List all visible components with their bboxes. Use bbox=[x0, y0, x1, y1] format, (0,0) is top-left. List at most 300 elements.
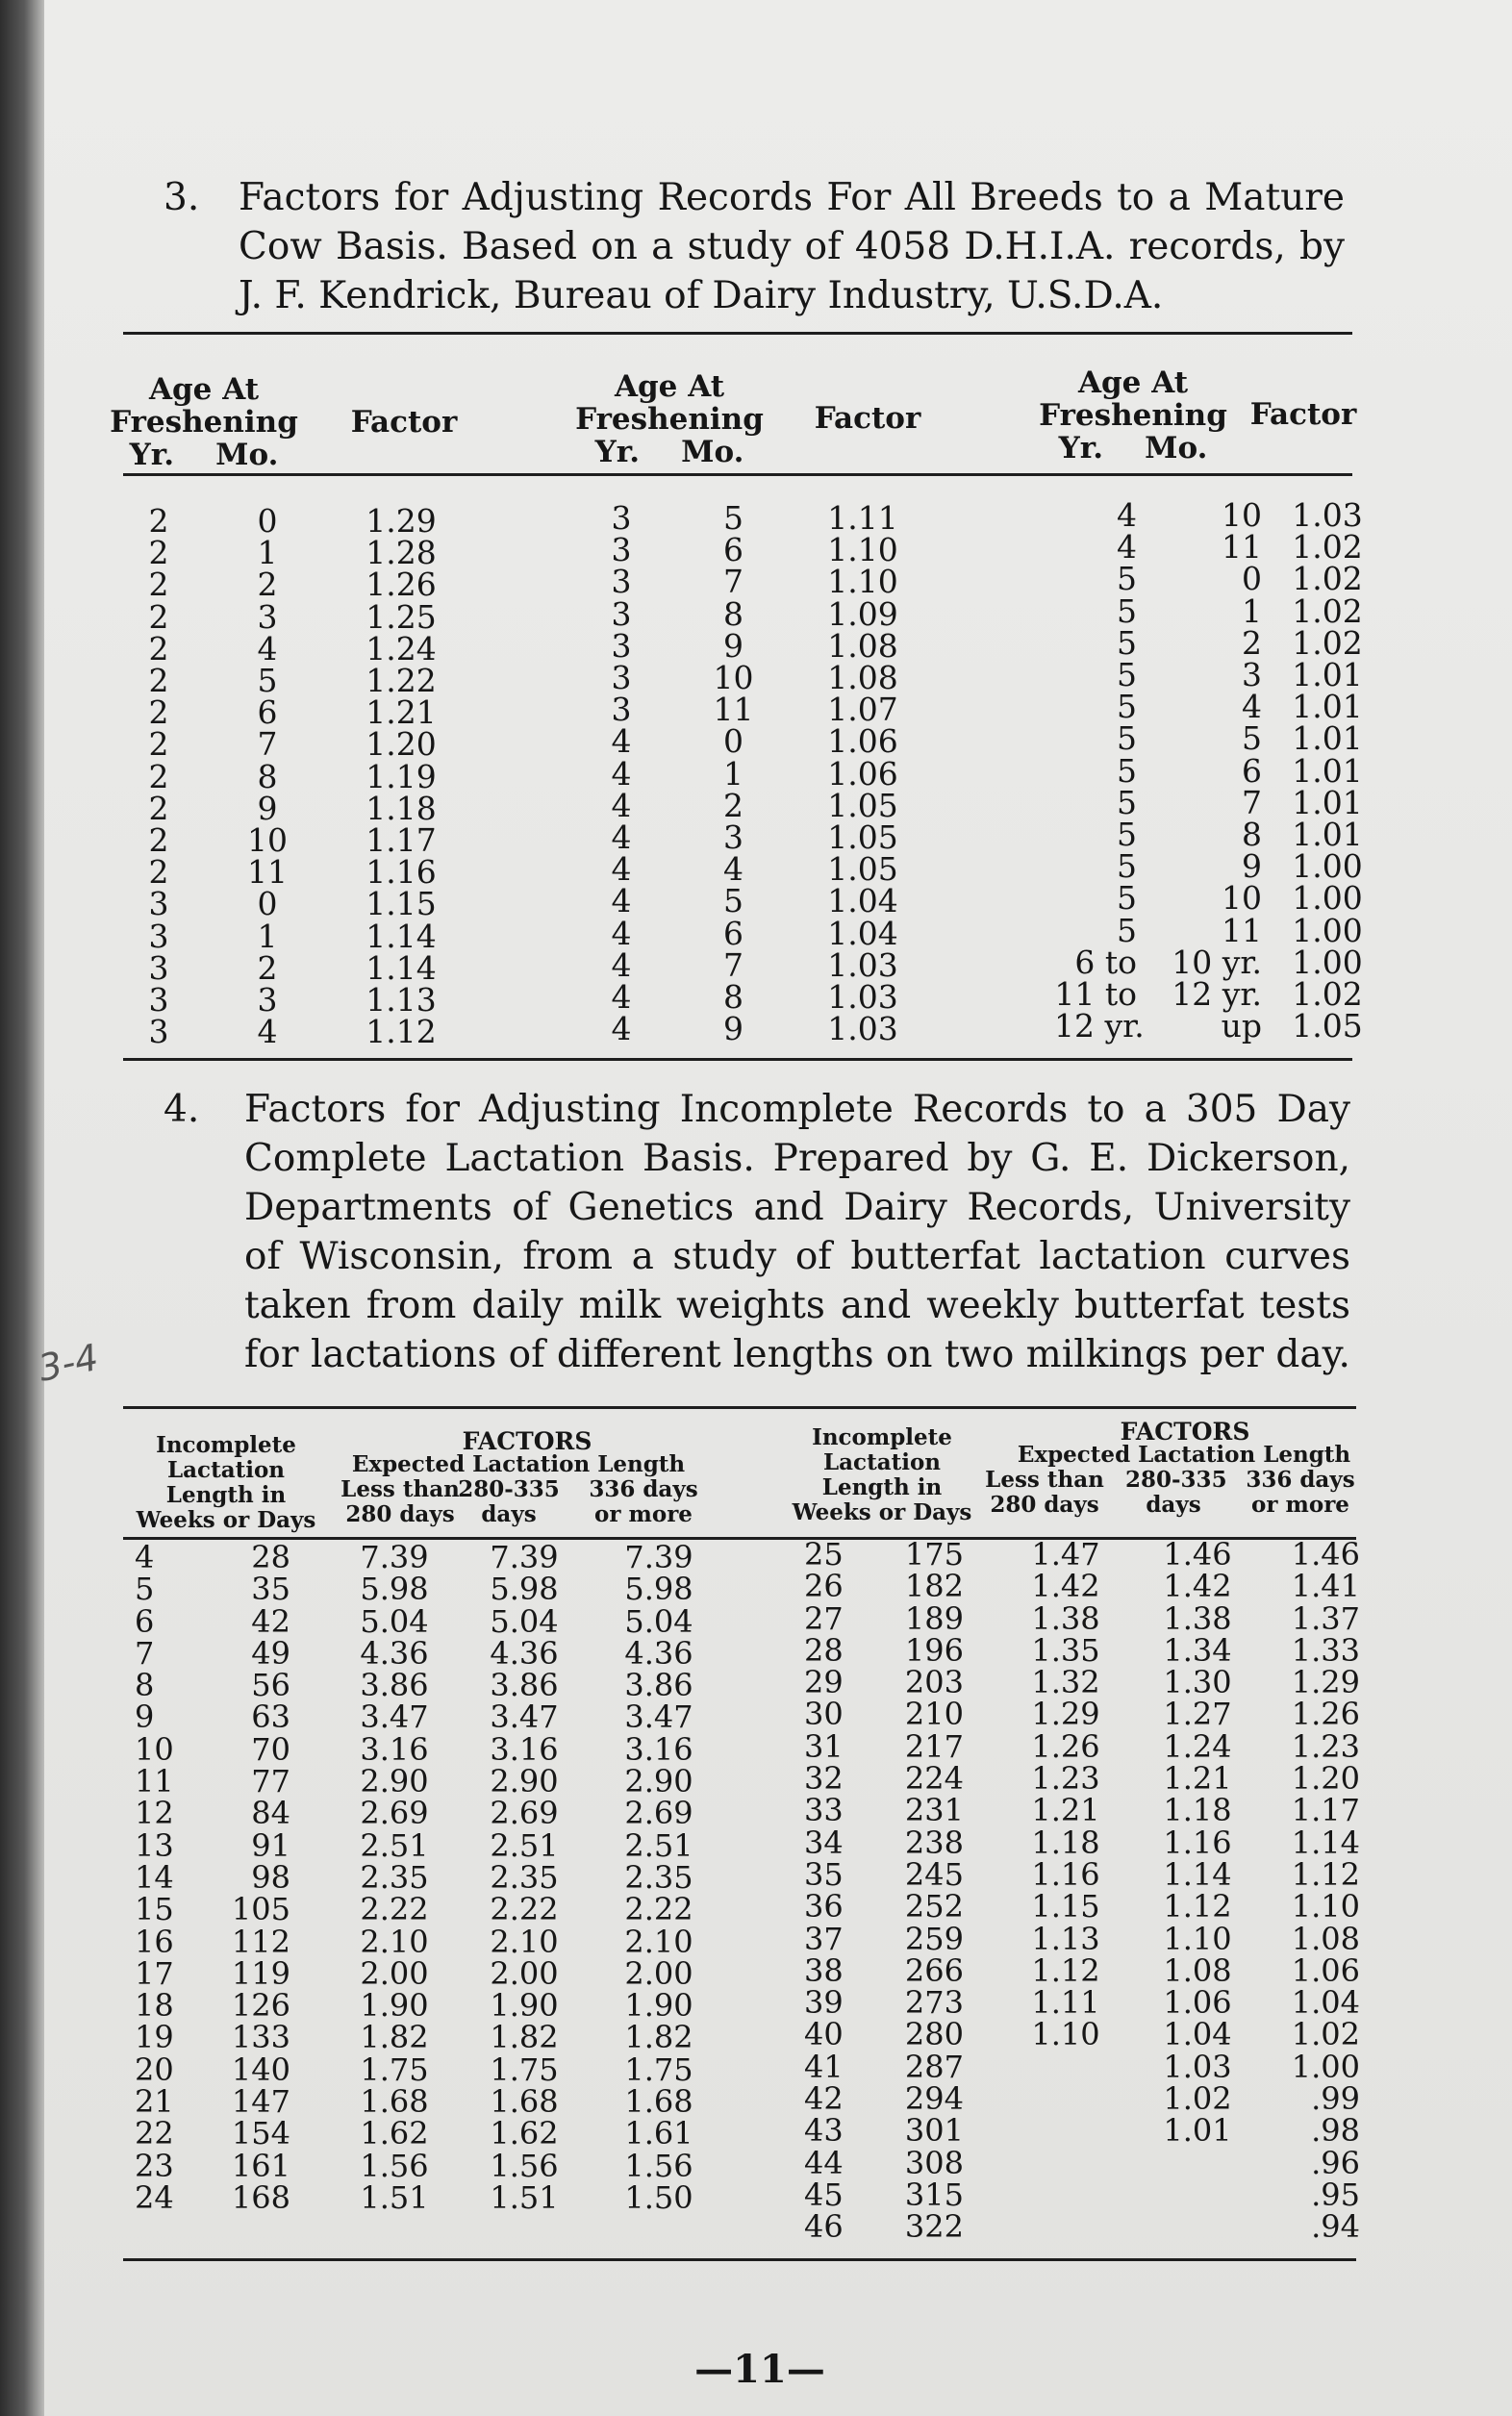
table-3-bottom-rule bbox=[123, 1058, 1352, 1061]
t4-right-days-cell: 217 bbox=[904, 1727, 964, 1765]
t4-left-ge336-cell: 2.10 bbox=[624, 1923, 693, 1960]
section-4-title: Factors for Adjusting Incomplete Records to a 305 Day Complete Lactation Basis. Prepared by G. E. Dickerson, Departments of Genetics and Dairy Records, University of Wisconsin, from a study of butterfat lactation curves taken from daily milk weights and weekly butterfat tests for lactations of different lengths on two milkings per day. bbox=[244, 1088, 1350, 1376]
t3-g2-yr-cell: 3 bbox=[611, 626, 632, 665]
t3-g3-mo-cell: 11 bbox=[1222, 528, 1262, 566]
t4-right-days-cell: 210 bbox=[904, 1696, 964, 1733]
t4-left-days-cell: 112 bbox=[231, 1923, 290, 1960]
t4-right-ge336-cell: .95 bbox=[1311, 2176, 1360, 2213]
t3-g3-yr-cell: 5 bbox=[1117, 719, 1137, 758]
t3-g2-factor-header: Factor bbox=[814, 401, 921, 436]
t3-g3-factor-cell: 1.02 bbox=[1292, 528, 1363, 566]
table-3-top-rule bbox=[123, 332, 1352, 335]
t4-right-days-cell: 182 bbox=[904, 1568, 964, 1605]
t3-g3-mo-cell: 11 bbox=[1222, 911, 1262, 949]
t4-right-lt280-cell: 1.29 bbox=[1031, 1696, 1100, 1733]
t4-right-days-cell: 196 bbox=[904, 1631, 964, 1669]
t4-left-days-cell: 28 bbox=[251, 1539, 290, 1575]
t4-right-ge336-cell: 1.46 bbox=[1291, 1536, 1360, 1573]
t3-g1-yr-cell: 2 bbox=[148, 853, 169, 892]
t4-left-lt280-cell: 2.35 bbox=[360, 1858, 429, 1896]
t4-right-lt280-column bbox=[1022, 1536, 1109, 2244]
t3-g1-factor-cell: 1.24 bbox=[365, 629, 437, 667]
t3-g1-factor-cell: 1.28 bbox=[365, 534, 437, 572]
t4-left-days-cell: 168 bbox=[231, 2178, 290, 2216]
t4-left-ge336-cell: 5.98 bbox=[624, 1571, 693, 1608]
t4-left-weeks-cell: 23 bbox=[135, 2147, 174, 2184]
t3-g2-factor-cell: 1.08 bbox=[827, 626, 898, 665]
t3-g2-yr-cell: 3 bbox=[611, 499, 632, 537]
t4-right-range-cell: 1.38 bbox=[1163, 1599, 1232, 1637]
t4-right-lt280-cell: 1.42 bbox=[1031, 1568, 1100, 1605]
t4-left-days-cell: 119 bbox=[231, 1954, 290, 1992]
t4-right-range-cell bbox=[1154, 2148, 1241, 2179]
t4-right-weeks-cell: 32 bbox=[804, 1760, 844, 1798]
t3-g3-yr-cell: 5 bbox=[1117, 911, 1137, 949]
t4-right-ge336-cell: 1.02 bbox=[1291, 2016, 1360, 2053]
t4-left-ge336-cell: 2.00 bbox=[624, 1954, 693, 1992]
t4-right-days-cell: 322 bbox=[904, 2208, 964, 2246]
t4-left-lt280-cell: 2.10 bbox=[360, 1923, 429, 1960]
t4-left-ge336-cell: 1.50 bbox=[624, 2178, 693, 2216]
t3-g2-mo-cell: 8 bbox=[723, 978, 743, 1017]
t4-right-weeks-cell: 38 bbox=[804, 1951, 844, 1989]
t4-left-weeks-cell: 12 bbox=[135, 1795, 174, 1832]
t3-g3-factor-header: Factor bbox=[1249, 397, 1357, 432]
t3-g3-factor-cell: 1.00 bbox=[1292, 911, 1363, 949]
t4-left-weeks-cell: 8 bbox=[135, 1667, 155, 1704]
t3-g1-factor-cell: 1.13 bbox=[365, 981, 437, 1019]
t3-g2-factor-cell: 1.03 bbox=[827, 1010, 898, 1048]
t4-right-days-column bbox=[885, 1536, 964, 2246]
t3-g2-yr-column bbox=[597, 499, 645, 1048]
t3-g3-yr-cell: 4 bbox=[1117, 528, 1137, 566]
t4-right-weeks-cell: 39 bbox=[804, 1984, 844, 2022]
t4-left-weeks-cell: 15 bbox=[135, 1891, 174, 1928]
t4-left-range-cell: 3.86 bbox=[490, 1667, 559, 1704]
t4-left-lt280-cell: 7.39 bbox=[360, 1539, 429, 1575]
t4-right-days-cell: 308 bbox=[904, 2144, 964, 2181]
margin-annotation: 3-4 bbox=[35, 1336, 102, 1390]
t3-g1-yr-cell: 2 bbox=[148, 821, 169, 860]
t4-left-lt280-cell: 1.90 bbox=[360, 1987, 429, 2025]
t3-g2-factor-cell: 1.09 bbox=[827, 594, 898, 633]
t3-g3-factor-cell: 1.03 bbox=[1292, 496, 1363, 534]
t3-g2-factor-cell: 1.06 bbox=[827, 754, 898, 793]
t4-right-range-cell: 1.18 bbox=[1163, 1792, 1232, 1829]
t3-g3-mo-cell: 7 bbox=[1242, 783, 1262, 821]
t4-right-ge336-cell: 1.26 bbox=[1291, 1696, 1360, 1733]
t4-left-lt280-cell: 2.90 bbox=[360, 1763, 429, 1800]
t3-g1-mo-cell: 7 bbox=[257, 725, 278, 764]
t3-g2-yr-cell: 3 bbox=[611, 659, 632, 697]
t3-g2-mo-cell: 7 bbox=[723, 945, 743, 984]
t4-left-days-cell: 77 bbox=[251, 1763, 290, 1800]
t3-g3-factor-cell: 1.01 bbox=[1292, 751, 1363, 790]
t4-left-ge336-cell: 2.90 bbox=[624, 1763, 693, 1800]
t3-g2-yr-cell: 4 bbox=[611, 722, 632, 761]
t3-g3-factor-cell: 1.01 bbox=[1292, 719, 1363, 758]
t3-g3-factor-cell: 1.01 bbox=[1292, 656, 1363, 694]
t4-right-days-cell: 245 bbox=[904, 1855, 964, 1893]
t4-right-days-cell: 287 bbox=[904, 2048, 964, 2085]
t4-left-lt280-cell: 1.75 bbox=[360, 2051, 429, 2088]
section-3-number: 3. bbox=[164, 176, 200, 219]
t4-right-ge336-cell: .99 bbox=[1311, 2080, 1360, 2118]
t3-g1-factor-cell: 1.12 bbox=[365, 1013, 437, 1051]
t4-left-weeks-cell: 6 bbox=[135, 1602, 155, 1640]
t3-g2-factor-cell: 1.08 bbox=[827, 659, 898, 697]
t3-g3-yr-cell: 12 yr. bbox=[1054, 1007, 1145, 1045]
t4-right-lt280-cell bbox=[1022, 2179, 1109, 2211]
t3-g3-mo-cell: 8 bbox=[1242, 816, 1262, 854]
t4-left-ge336-column bbox=[616, 1539, 702, 2216]
t4-right-range-cell: 1.42 bbox=[1163, 1568, 1232, 1605]
t4-left-days-cell: 35 bbox=[251, 1571, 290, 1608]
t3-g2-yr-cell: 4 bbox=[611, 1010, 632, 1048]
t3-g1-mo-cell: 9 bbox=[257, 789, 278, 827]
t4-right-weeks-cell: 34 bbox=[804, 1824, 844, 1861]
t4-left-weeks-cell: 5 bbox=[135, 1571, 155, 1608]
t3-g3-yr-cell: 5 bbox=[1117, 816, 1137, 854]
t3-g3-yr-column bbox=[1054, 496, 1145, 1045]
t3-g3-yr-cell: 5 bbox=[1117, 847, 1137, 886]
t4-left-ge336-cell: 7.39 bbox=[624, 1539, 693, 1575]
t3-g2-factor-cell: 1.04 bbox=[827, 914, 898, 952]
t4-left-days-cell: 105 bbox=[231, 1891, 290, 1928]
t3-g1-yr-cell: 2 bbox=[148, 566, 169, 604]
t4-right-range-cell: 1.34 bbox=[1163, 1631, 1232, 1669]
t3-g3-yr-cell: 6 to bbox=[1074, 943, 1137, 981]
t3-g1-mo-cell: 3 bbox=[257, 981, 278, 1019]
t4-right-ge336-cell: 1.23 bbox=[1291, 1727, 1360, 1765]
t4-right-range-cell bbox=[1154, 2179, 1241, 2211]
t4-left-range-cell: 5.04 bbox=[490, 1602, 559, 1640]
t4-right-factors-header: FACTORS bbox=[1120, 1418, 1250, 1446]
t4-left-days-cell: 56 bbox=[251, 1667, 290, 1704]
t3-g2-factor-cell: 1.07 bbox=[827, 691, 898, 729]
t3-g3-mo-column bbox=[1143, 496, 1262, 1045]
t3-g3-mo-cell: up bbox=[1221, 1007, 1262, 1045]
page-number: —11— bbox=[694, 2347, 825, 2392]
t3-g3-mo-cell: 2 bbox=[1242, 623, 1262, 662]
t4-left-lt280-cell: 1.62 bbox=[360, 2115, 429, 2152]
table-4-top-rule bbox=[123, 1406, 1356, 1409]
t4-left-range-header: 280-335 days bbox=[458, 1476, 560, 1527]
t4-left-ge336-cell: 5.04 bbox=[624, 1602, 693, 1640]
t4-left-days-cell: 147 bbox=[231, 2083, 290, 2121]
t4-left-weeks-cell: 4 bbox=[135, 1539, 155, 1575]
t4-right-lt280-cell: 1.15 bbox=[1031, 1888, 1100, 1925]
t4-left-lt280-cell: 5.04 bbox=[360, 1602, 429, 1640]
t3-g1-factor-cell: 1.20 bbox=[365, 725, 437, 764]
t3-g3-yr-cell: 5 bbox=[1117, 879, 1137, 918]
t4-right-range-cell: 1.14 bbox=[1163, 1855, 1232, 1893]
t4-left-ge336-header: 336 days or more bbox=[589, 1476, 698, 1527]
t3-g3-yr-cell: 4 bbox=[1117, 496, 1137, 534]
t3-g2-factor-cell: 1.10 bbox=[827, 563, 898, 601]
t3-g2-yr-cell: 4 bbox=[611, 914, 632, 952]
t3-g1-factor-cell: 1.21 bbox=[365, 693, 437, 732]
t4-left-range-cell: 7.39 bbox=[490, 1539, 559, 1575]
t3-g1-mo-cell: 8 bbox=[257, 757, 278, 795]
t3-g1-factor-cell: 1.16 bbox=[365, 853, 437, 892]
t4-right-lt280-cell bbox=[1022, 2115, 1109, 2147]
t4-left-ge336-cell: 4.36 bbox=[624, 1634, 693, 1672]
t4-left-range-cell: 1.68 bbox=[490, 2083, 559, 2121]
t4-left-range-cell: 2.22 bbox=[490, 1891, 559, 1928]
t3-g2-factor-cell: 1.10 bbox=[827, 531, 898, 569]
t4-right-ge336-cell: 1.20 bbox=[1291, 1760, 1360, 1798]
t4-left-weeks-cell: 9 bbox=[135, 1699, 155, 1736]
t3-g1-yr-cell: 2 bbox=[148, 725, 169, 764]
t3-g2-yr-cell: 4 bbox=[611, 850, 632, 889]
t3-g2-yr-cell: 3 bbox=[611, 531, 632, 569]
t4-left-days-cell: 126 bbox=[231, 1987, 290, 2025]
t4-right-range-cell: 1.30 bbox=[1163, 1664, 1232, 1701]
t4-left-days-cell: 98 bbox=[251, 1858, 290, 1896]
t3-g2-yr-cell: 4 bbox=[611, 818, 632, 857]
t4-right-weeks-cell: 45 bbox=[804, 2176, 844, 2213]
t3-g1-mo-cell: 1 bbox=[257, 917, 278, 955]
t3-g1-mo-cell: 2 bbox=[257, 566, 278, 604]
t4-left-ge336-cell: 1.90 bbox=[624, 1987, 693, 2025]
t4-right-range-cell: 1.08 bbox=[1163, 1951, 1232, 1989]
t3-g1-factor-cell: 1.14 bbox=[365, 948, 437, 987]
t4-right-range-cell: 1.16 bbox=[1163, 1824, 1232, 1861]
t4-right-lt280-cell bbox=[1022, 2148, 1109, 2179]
t3-g3-factor-cell: 1.02 bbox=[1292, 591, 1363, 630]
t4-right-range-cell bbox=[1154, 2211, 1241, 2243]
t3-g1-factor-cell: 1.17 bbox=[365, 821, 437, 860]
t3-g1-yr-column bbox=[135, 502, 183, 1051]
t3-g2-mo-cell: 0 bbox=[723, 722, 743, 761]
t4-right-range-cell: 1.10 bbox=[1163, 1920, 1232, 1957]
t4-right-expected-header: Expected Lactation Length bbox=[1017, 1442, 1351, 1468]
t4-right-days-cell: 231 bbox=[904, 1792, 964, 1829]
t3-g3-mo-cell: 5 bbox=[1242, 719, 1262, 758]
t3-g2-mo-cell: 3 bbox=[723, 818, 743, 857]
t4-right-weeks-cell: 41 bbox=[804, 2048, 844, 2085]
t3-g1-mo-cell: 6 bbox=[257, 693, 278, 732]
t4-right-lt280-cell: 1.32 bbox=[1031, 1664, 1100, 1701]
t3-g2-factor-cell: 1.03 bbox=[827, 945, 898, 984]
t4-right-lt280-cell: 1.35 bbox=[1031, 1631, 1100, 1669]
t4-left-lt280-cell: 4.36 bbox=[360, 1634, 429, 1672]
t3-g1-factor-cell: 1.15 bbox=[365, 885, 437, 923]
t4-left-weeks-cell: 14 bbox=[135, 1858, 174, 1896]
t4-left-range-cell: 2.10 bbox=[490, 1923, 559, 1960]
t3-g2-mo-cell: 2 bbox=[723, 786, 743, 824]
t4-right-ge336-cell: .94 bbox=[1311, 2208, 1360, 2246]
t4-right-weeks-cell: 35 bbox=[804, 1855, 844, 1893]
t4-left-ge336-cell: 3.47 bbox=[624, 1699, 693, 1736]
t4-right-weeks-cell: 40 bbox=[804, 2016, 844, 2053]
t3-g1-yr-cell: 3 bbox=[148, 917, 169, 955]
t3-g2-factor-cell: 1.06 bbox=[827, 722, 898, 761]
t3-g1-mo-cell: 4 bbox=[257, 629, 278, 667]
t4-right-weeks-cell: 33 bbox=[804, 1792, 844, 1829]
t4-left-range-column bbox=[481, 1539, 567, 2216]
t4-right-weeks-cell: 37 bbox=[804, 1920, 844, 1957]
t4-left-lt280-cell: 3.47 bbox=[360, 1699, 429, 1736]
t4-right-days-cell: 273 bbox=[904, 1984, 964, 2022]
t3-g1-mo-cell: 5 bbox=[257, 662, 278, 700]
t4-right-ge336-cell: .96 bbox=[1311, 2144, 1360, 2181]
t3-g3-mo-cell: 0 bbox=[1242, 560, 1262, 598]
t4-right-weeks-cell: 25 bbox=[804, 1536, 844, 1573]
t4-right-weeks-cell: 30 bbox=[804, 1696, 844, 1733]
t4-right-length-header: Incomplete Lactation Length in Weeks or Days bbox=[792, 1424, 972, 1525]
t4-right-days-cell: 203 bbox=[904, 1664, 964, 1701]
t4-left-weeks-column bbox=[135, 1539, 192, 2216]
t3-g3-factor-cell: 1.02 bbox=[1292, 975, 1363, 1014]
t4-left-weeks-cell: 16 bbox=[135, 1923, 174, 1960]
t4-left-lt280-cell: 2.00 bbox=[360, 1954, 429, 1992]
section-3-title: Factors for Adjusting Records For All Breeds to a Mature Cow Basis. Based on a study of 4058 D.H.I.A. records, by J. F. Kendrick, Bureau of Dairy Industry, U.S.D.A. bbox=[239, 176, 1345, 317]
t4-left-ge336-cell: 2.69 bbox=[624, 1795, 693, 1832]
t4-left-days-cell: 161 bbox=[231, 2147, 290, 2184]
t3-g1-yr-cell: 3 bbox=[148, 1013, 169, 1051]
t3-g1-factor-cell: 1.25 bbox=[365, 597, 437, 636]
t3-g1-factor-cell: 1.22 bbox=[365, 662, 437, 700]
t3-g2-mo-cell: 5 bbox=[723, 882, 743, 920]
t4-left-ge336-cell: 1.82 bbox=[624, 2019, 693, 2056]
t3-g1-yr-cell: 3 bbox=[148, 981, 169, 1019]
t4-left-range-cell: 3.47 bbox=[490, 1699, 559, 1736]
t4-right-lt280-cell: 1.18 bbox=[1031, 1824, 1100, 1861]
t4-right-ge336-column bbox=[1273, 1536, 1360, 2246]
t4-left-range-cell: 1.75 bbox=[490, 2051, 559, 2088]
t3-g3-mo-cell: 10 bbox=[1222, 879, 1262, 918]
t4-left-ge336-cell: 3.86 bbox=[624, 1667, 693, 1704]
t3-g3-mo-cell: 12 yr. bbox=[1172, 975, 1262, 1014]
t4-right-weeks-cell: 36 bbox=[804, 1888, 844, 1925]
t4-left-weeks-cell: 7 bbox=[135, 1634, 155, 1672]
t4-right-range-column bbox=[1154, 1536, 1241, 2244]
t4-right-range-cell: 1.24 bbox=[1163, 1727, 1232, 1765]
t3-g3-mo-cell: 10 yr. bbox=[1172, 943, 1262, 981]
t3-g3-factor-cell: 1.00 bbox=[1292, 847, 1363, 886]
t4-right-lt280-cell: 1.16 bbox=[1031, 1855, 1100, 1893]
t4-right-ge336-cell: 1.37 bbox=[1291, 1599, 1360, 1637]
t4-right-lt280-cell bbox=[1022, 2051, 1109, 2083]
t4-right-ge336-cell: .98 bbox=[1311, 2112, 1360, 2150]
t4-right-range-header: 280-335 days bbox=[1125, 1467, 1227, 1518]
t3-g1-factor-cell: 1.18 bbox=[365, 789, 437, 827]
t3-g2-yr-cell: 4 bbox=[611, 754, 632, 793]
t4-left-ge336-cell: 1.61 bbox=[624, 2115, 693, 2152]
t4-left-weeks-cell: 17 bbox=[135, 1954, 174, 1992]
t3-g1-mo-cell: 0 bbox=[257, 502, 278, 540]
t3-g2-mo-column bbox=[702, 499, 765, 1048]
section-4-number: 4. bbox=[164, 1088, 200, 1131]
t3-g2-factor-cell: 1.05 bbox=[827, 850, 898, 889]
t4-left-factors-header: FACTORS bbox=[462, 1427, 592, 1455]
t3-g2-factor-column bbox=[819, 499, 906, 1048]
t4-right-ge336-cell: 1.17 bbox=[1291, 1792, 1360, 1829]
t4-right-days-cell: 189 bbox=[904, 1599, 964, 1637]
t3-g3-factor-cell: 1.01 bbox=[1292, 816, 1363, 854]
t4-right-lt280-cell: 1.21 bbox=[1031, 1792, 1100, 1829]
t4-left-lt280-cell: 3.86 bbox=[360, 1667, 429, 1704]
t4-left-range-cell: 3.16 bbox=[490, 1730, 559, 1768]
t4-left-days-cell: 154 bbox=[231, 2115, 290, 2152]
t3-g2-mo-cell: 10 bbox=[713, 659, 754, 697]
t3-g1-mo-cell: 2 bbox=[257, 948, 278, 987]
t3-g3-mo-cell: 1 bbox=[1242, 591, 1262, 630]
t4-right-weeks-cell: 29 bbox=[804, 1664, 844, 1701]
table-4-bottom-rule bbox=[123, 2258, 1356, 2261]
t4-left-weeks-cell: 19 bbox=[135, 2019, 174, 2056]
t4-left-range-cell: 4.36 bbox=[490, 1634, 559, 1672]
t4-left-weeks-cell: 20 bbox=[135, 2051, 174, 2088]
t3-g2-factor-cell: 1.11 bbox=[827, 499, 898, 537]
t4-left-days-cell: 63 bbox=[251, 1699, 290, 1736]
t3-g2-factor-cell: 1.03 bbox=[827, 978, 898, 1017]
t4-right-ge336-cell: 1.41 bbox=[1291, 1568, 1360, 1605]
t3-g1-yr-cell: 3 bbox=[148, 948, 169, 987]
t3-g2-factor-cell: 1.05 bbox=[827, 818, 898, 857]
t4-left-lt280-cell: 2.69 bbox=[360, 1795, 429, 1832]
t4-left-lt280-header: Less than 280 days bbox=[340, 1476, 460, 1527]
t3-g2-yr-cell: 3 bbox=[611, 691, 632, 729]
t3-g1-mo-column bbox=[239, 502, 296, 1051]
t4-right-weeks-cell: 43 bbox=[804, 2112, 844, 2150]
t4-right-lt280-cell: 1.11 bbox=[1031, 1984, 1100, 2022]
t3-g3-yr-cell: 11 to bbox=[1054, 975, 1137, 1014]
t4-right-ge336-cell: 1.04 bbox=[1291, 1984, 1360, 2022]
t3-g3-mo-cell: 9 bbox=[1242, 847, 1262, 886]
t4-right-ge336-cell: 1.08 bbox=[1291, 1920, 1360, 1957]
t4-left-ge336-cell: 2.35 bbox=[624, 1858, 693, 1896]
t4-right-ge336-header: 336 days or more bbox=[1246, 1467, 1355, 1518]
t4-right-days-cell: 238 bbox=[904, 1824, 964, 1861]
t3-g3-yr-cell: 5 bbox=[1117, 688, 1137, 726]
t4-left-range-cell: 1.51 bbox=[490, 2178, 559, 2216]
t3-g2-factor-cell: 1.04 bbox=[827, 882, 898, 920]
t3-g3-yr-cell: 5 bbox=[1117, 591, 1137, 630]
t4-right-ge336-cell: 1.00 bbox=[1291, 2048, 1360, 2085]
t4-right-days-cell: 315 bbox=[904, 2176, 964, 2213]
t4-right-days-cell: 259 bbox=[904, 1920, 964, 1957]
t4-left-weeks-cell: 10 bbox=[135, 1730, 174, 1768]
t3-g3-factor-cell: 1.01 bbox=[1292, 783, 1363, 821]
t4-right-lt280-cell bbox=[1022, 2211, 1109, 2243]
t4-left-weeks-cell: 21 bbox=[135, 2083, 174, 2121]
t4-right-ge336-cell: 1.12 bbox=[1291, 1855, 1360, 1893]
t3-g1-factor-header: Factor bbox=[350, 405, 458, 440]
t4-right-lt280-cell: 1.26 bbox=[1031, 1727, 1100, 1765]
t4-left-ge336-cell: 3.16 bbox=[624, 1730, 693, 1768]
t4-left-lt280-cell: 1.68 bbox=[360, 2083, 429, 2121]
t4-left-range-cell: 2.00 bbox=[490, 1954, 559, 1992]
t4-right-days-cell: 301 bbox=[904, 2112, 964, 2150]
t4-right-range-cell: 1.06 bbox=[1163, 1984, 1232, 2022]
table-3-header-rule bbox=[123, 473, 1352, 476]
t3-g1-yr-cell: 2 bbox=[148, 534, 169, 572]
t3-g3-mo-cell: 3 bbox=[1242, 656, 1262, 694]
t4-left-range-cell: 2.35 bbox=[490, 1858, 559, 1896]
t3-g2-mo-cell: 9 bbox=[723, 1010, 743, 1048]
t4-right-weeks-cell: 44 bbox=[804, 2144, 844, 2181]
t4-left-weeks-cell: 24 bbox=[135, 2178, 174, 2216]
t3-g1-factor-cell: 1.14 bbox=[365, 917, 437, 955]
t4-left-expected-header: Expected Lactation Length bbox=[351, 1451, 686, 1477]
t3-g3-yr-cell: 5 bbox=[1117, 560, 1137, 598]
t3-g2-mo-cell: 5 bbox=[723, 499, 743, 537]
t3-g3-mo-cell: 10 bbox=[1222, 496, 1262, 534]
t3-g1-yr-cell: 2 bbox=[148, 502, 169, 540]
